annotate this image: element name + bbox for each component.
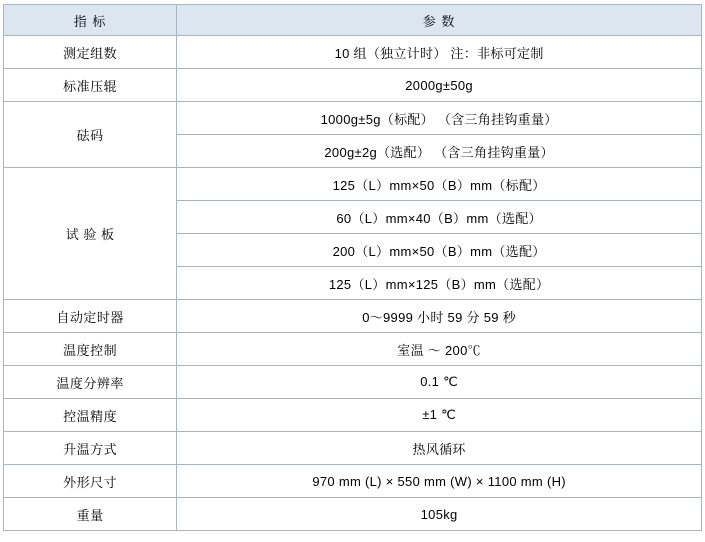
- row-label-cell: 砝码: [4, 102, 177, 168]
- table-row: [4, 432, 702, 465]
- row-value-cell: 200g±2g（选配） （含三角挂钩重量）: [177, 135, 702, 168]
- row-value-cell: 60（L）mm×40（B）mm（选配）: [177, 201, 702, 234]
- row-value-cell: 室温 ～ 200℃: [177, 333, 702, 366]
- row-value-cell: 200（L）mm×50（B）mm（选配）: [177, 234, 702, 267]
- row-value-cell: 970 mm (L) × 550 mm (W) × 1100 mm (H): [177, 465, 702, 498]
- row-label-cell: 自动定时器: [4, 300, 177, 333]
- row-label-cell: 温度分辨率: [4, 366, 177, 399]
- table-row: [4, 102, 702, 135]
- row-value-cell: 105kg: [177, 498, 702, 531]
- row-value-cell: 1000g±5g（标配） （含三角挂钩重量）: [177, 102, 702, 135]
- table-row: [4, 36, 702, 69]
- row-label-cell: 试 验 板: [4, 168, 177, 300]
- row-label-cell: 温度控制: [4, 333, 177, 366]
- row-label-cell: 标准压辊: [4, 69, 177, 102]
- row-value-cell: 热风循环: [177, 432, 702, 465]
- row-value-cell: 125（L）mm×50（B）mm（标配）: [177, 168, 702, 201]
- table-header: [4, 5, 702, 36]
- table-row: [4, 366, 702, 399]
- table-row: [4, 498, 702, 531]
- specification-table: [3, 4, 702, 531]
- header-row: [4, 5, 702, 36]
- table-row: [4, 333, 702, 366]
- row-value-cell: 2000g±50g: [177, 69, 702, 102]
- row-label-cell: 控温精度: [4, 399, 177, 432]
- row-label-cell: 升温方式: [4, 432, 177, 465]
- table-row: [4, 399, 702, 432]
- row-value-cell: ±1 ℃: [177, 399, 702, 432]
- row-value-cell: 10 组（独立计时） 注：非标可定制: [177, 36, 702, 69]
- header-cell-parameter: 参 数: [177, 5, 702, 36]
- table-row: [4, 465, 702, 498]
- table-row: [4, 300, 702, 333]
- row-label-cell: 重量: [4, 498, 177, 531]
- table-body: [4, 36, 702, 531]
- row-label-cell: 测定组数: [4, 36, 177, 69]
- header-cell-indicator: 指 标: [4, 5, 177, 36]
- table-row: [4, 69, 702, 102]
- table-row: [4, 168, 702, 201]
- row-value-cell: 125（L）mm×125（B）mm（选配）: [177, 267, 702, 300]
- row-label-cell: 外形尺寸: [4, 465, 177, 498]
- row-value-cell: 0.1 ℃: [177, 366, 702, 399]
- row-value-cell: 0～9999 小时 59 分 59 秒: [177, 300, 702, 333]
